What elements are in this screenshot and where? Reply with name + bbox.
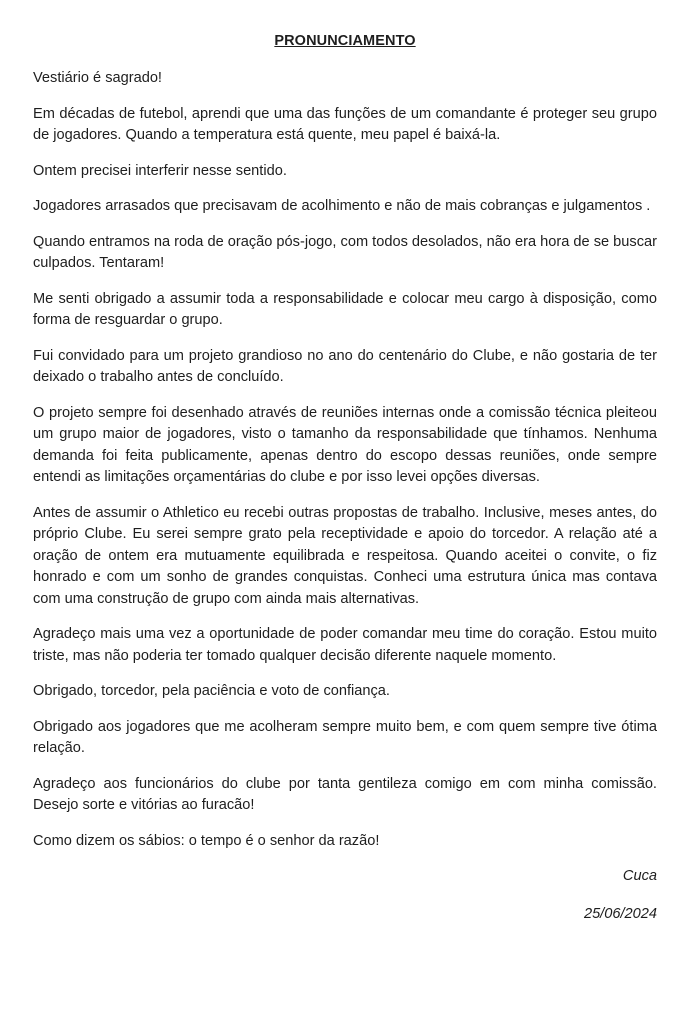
paragraph-3: Ontem precisei interferir nesse sentido. [33,162,287,179]
paragraph-5: Quando entramos na roda de oração pós-jogo, com todos desolados, não era hora de se buscar culpados. Tentaram! [33,233,657,271]
paragraph-1: Vestiário é sagrado! [33,70,162,86]
paragraph-12: Obrigado aos jogadores que me acolheram sempre muito bem, e com quem sempre tive ótima relação. [33,718,657,756]
document-title: PRONUNCIAMENTO [274,33,416,49]
paragraph-8: O projeto sempre foi desenhado através de reuniões internas onde a comissão técnica pleiteou um grupo maior de jogadores, visto o tamanho da responsabilidade que tínhamos. Nenhuma demanda foi feita publicamente, apenas dentro do escopo dessas reuniões, onde sempre entendi as limitações orçamentárias do clube e por isso levei opções diversas. [33,404,657,485]
paragraph-7: Fui convidado para um projeto grandioso no ano do centenário do Clube, e não gostaria de ter deixado o trabalho antes de concluído. [33,347,657,385]
document-date: 25/06/2024 [583,906,657,922]
paragraph-6: Me senti obrigado a assumir toda a responsabilidade e colocar meu cargo à disposição, como forma de resguardar o grupo. [33,290,657,328]
paragraph-14: Como dizem os sábios: o tempo é o senhor da razão! [33,832,380,849]
signature: Cuca [622,868,657,884]
paragraph-9: Antes de assumir o Athletico eu recebi outras propostas de trabalho. Inclusive, meses antes, do próprio Clube. Eu serei sempre grato pela receptividade e apoio do torcedor. A relação até a oração de ontem era mutuamente equilibrada e respeitosa. Quando aceitei o convite, o fiz honrado e com um sonho de grandes conquistas. Conheci uma estrutura única mas contava com uma construção de grupo com ainda mais alternativas. [33,504,657,607]
paragraph-11: Obrigado, torcedor, pela paciência e voto de confiança. [33,683,390,699]
paragraph-13: Agradeço aos funcionários do clube por tanta gentileza comigo em com minha comissão. Desejo sorte e vitórias ao furacão! [33,775,657,813]
paragraph-4: Jogadores arrasados que precisavam de acolhimento e não de mais cobranças e julgamentos . [33,198,651,214]
paragraph-2: Em décadas de futebol, aprendi que uma das funções de um comandante é proteger seu grupo de jogadores. Quando a temperatura está quente, meu papel é baixá-la. [33,105,657,143]
paragraph-10: Agradeço mais uma vez a oportunidade de poder comandar meu time do coração. Estou muito triste, mas não poderia ter tomado qualquer decisão diferente naquele momento. [33,626,657,664]
